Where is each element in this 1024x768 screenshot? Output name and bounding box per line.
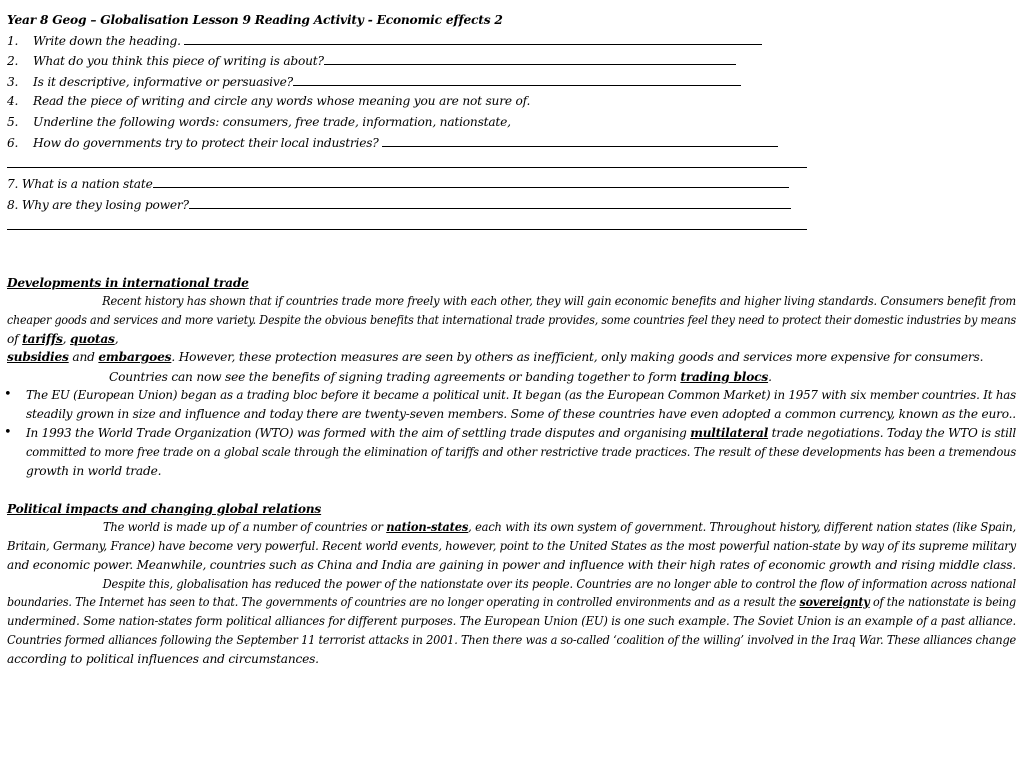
bullet-line: The EU (European Union) began as a trading bloc before it became a political unit. It began (as the European Common Market) in 1957 with six member countries. It has xyxy=(26,388,1016,402)
question-text: How do governments try to protect their local industries? xyxy=(33,136,379,150)
question-number: 2. xyxy=(7,54,19,68)
worksheet-title: Year 8 Geog – Globalisation Lesson 9 Reading Activity - Economic effects 2 xyxy=(7,13,503,27)
bullet-line: growth in world trade. xyxy=(26,464,162,478)
text-run: of xyxy=(7,332,23,346)
question-2 xyxy=(7,51,736,70)
text-run: , each with its own system of government. Throughout history, different nation states (like Spain, xyxy=(468,520,1016,534)
bullet-icon: • xyxy=(4,425,12,440)
question-number: 1. xyxy=(7,34,19,48)
text-run: , xyxy=(114,332,119,346)
question-number: 4. xyxy=(7,94,19,108)
paragraph-line xyxy=(7,330,118,348)
paragraph-line xyxy=(7,368,772,386)
question-8 xyxy=(7,195,791,214)
question-text: What do you think this piece of writing is about? xyxy=(33,54,324,68)
paragraph-line: Despite this, globalisation has reduced the power of the nationstate over its people. Countries are no longer able to control the flow of information across national xyxy=(102,577,1016,591)
answer-blank[interactable] xyxy=(324,51,736,65)
paragraph-line: Recent history has shown that if countries trade more freely with each other, they will gain economic benefits and higher living standards. Consumers benefit from xyxy=(102,294,1016,308)
keyword-subsidies: subsidies xyxy=(7,350,69,364)
answer-line[interactable] xyxy=(7,167,807,168)
bullet-line: committed to more free trade on a global scale through the elimination of tariffs and other restrictive trade practices. The result of these developments has been a tremendous xyxy=(26,445,1017,459)
question-text: Underline the following words: consumers, free trade, information, nationstate, xyxy=(33,115,511,129)
keyword-tariffs: tariffs xyxy=(22,332,63,346)
text-run: of the nationstate is being xyxy=(869,595,1016,609)
text-run: In 1993 the World Trade Organization (WTO) was formed with the aim of settling trade disputes and organising xyxy=(26,426,691,440)
answer-blank[interactable] xyxy=(382,133,778,147)
paragraph-line: Britain, Germany, France) have become very powerful. Recent world events, however, point to the United States as the most powerful nation-state by way of its supreme military xyxy=(7,539,1016,553)
question-number: 6. xyxy=(7,136,19,150)
answer-blank[interactable] xyxy=(189,195,791,209)
keyword-trading-blocs: trading blocs xyxy=(680,370,769,384)
paragraph-line: according to political influences and circumstances. xyxy=(7,652,319,666)
question-text: 8. Why are they losing power? xyxy=(7,198,189,212)
question-3 xyxy=(7,72,741,91)
question-number: 3. xyxy=(7,75,19,89)
question-5 xyxy=(7,113,511,131)
paragraph-line: Countries formed alliances following the September 11 terrorist attacks in 2001. Then there was a so-called ‘coalition of the willing’ involved in the Iraq War. These alliances change xyxy=(7,633,1017,647)
paragraph-line: cheaper goods and services and more variety. Despite the obvious benefits that international trade provides, some countries feel they need to protect their domestic industries by means xyxy=(7,313,1017,327)
text-run: trade negotiations. Today the WTO is still xyxy=(768,426,1017,440)
paragraph-line xyxy=(7,593,1016,611)
bullet-line xyxy=(26,424,1016,442)
question-text: Read the piece of writing and circle any words whose meaning you are not sure of. xyxy=(33,94,531,108)
keyword-quotas: quotas xyxy=(70,332,115,346)
question-4 xyxy=(7,92,530,110)
paragraph-line: and economic power. Meanwhile, countries such as China and India are gaining in power and influence with their high rates of economic growth and rising middle class. xyxy=(7,558,1016,572)
question-6 xyxy=(7,133,778,152)
section-heading-trade: Developments in international trade xyxy=(7,276,249,290)
keyword-embargoes: embargoes xyxy=(98,350,172,364)
question-7 xyxy=(7,174,789,193)
question-number: 5. xyxy=(7,115,19,129)
bullet-icon: • xyxy=(4,387,12,402)
paragraph-line xyxy=(7,518,1016,536)
keyword-sovereignty: sovereignty xyxy=(799,595,870,609)
paragraph-line xyxy=(7,348,983,366)
text-run: . However, these protection measures are seen by others as inefficient, only making goods and services more expensive for consumers. xyxy=(171,350,984,364)
answer-line[interactable] xyxy=(7,229,807,230)
text-run: . xyxy=(768,370,772,384)
keyword-multilateral: multilateral xyxy=(690,426,769,440)
bullet-line: steadily grown in size and influence and today there are twenty-seven members. Some of these countries have even adopted a common currency, known as the euro.. xyxy=(26,407,1016,421)
question-text: 7. What is a nation state xyxy=(7,177,153,191)
keyword-nation-states: nation-states xyxy=(386,520,469,534)
answer-blank[interactable] xyxy=(153,174,789,188)
question-text: Write down the heading. xyxy=(33,34,181,48)
text-run: The world is made up of a number of countries or xyxy=(102,520,387,534)
question-1 xyxy=(7,31,762,50)
text-run: Countries can now see the benefits of signing trading agreements or banding together to form xyxy=(109,370,681,384)
answer-blank[interactable] xyxy=(293,72,741,86)
text-run: , xyxy=(62,332,71,346)
answer-blank[interactable] xyxy=(184,31,762,45)
question-text: Is it descriptive, informative or persuasive? xyxy=(33,75,293,89)
section-heading-political: Political impacts and changing global relations xyxy=(7,502,322,516)
text-run: and xyxy=(68,350,99,364)
text-run: boundaries. The Internet has seen to that. The governments of countries are no longer operating in controlled environments and as a result the xyxy=(7,595,800,609)
paragraph-line: undermined. Some nation-states form political alliances for different purposes. The European Union (EU) is one such example. The Soviet Union is an example of a past alliance. xyxy=(7,614,1017,628)
